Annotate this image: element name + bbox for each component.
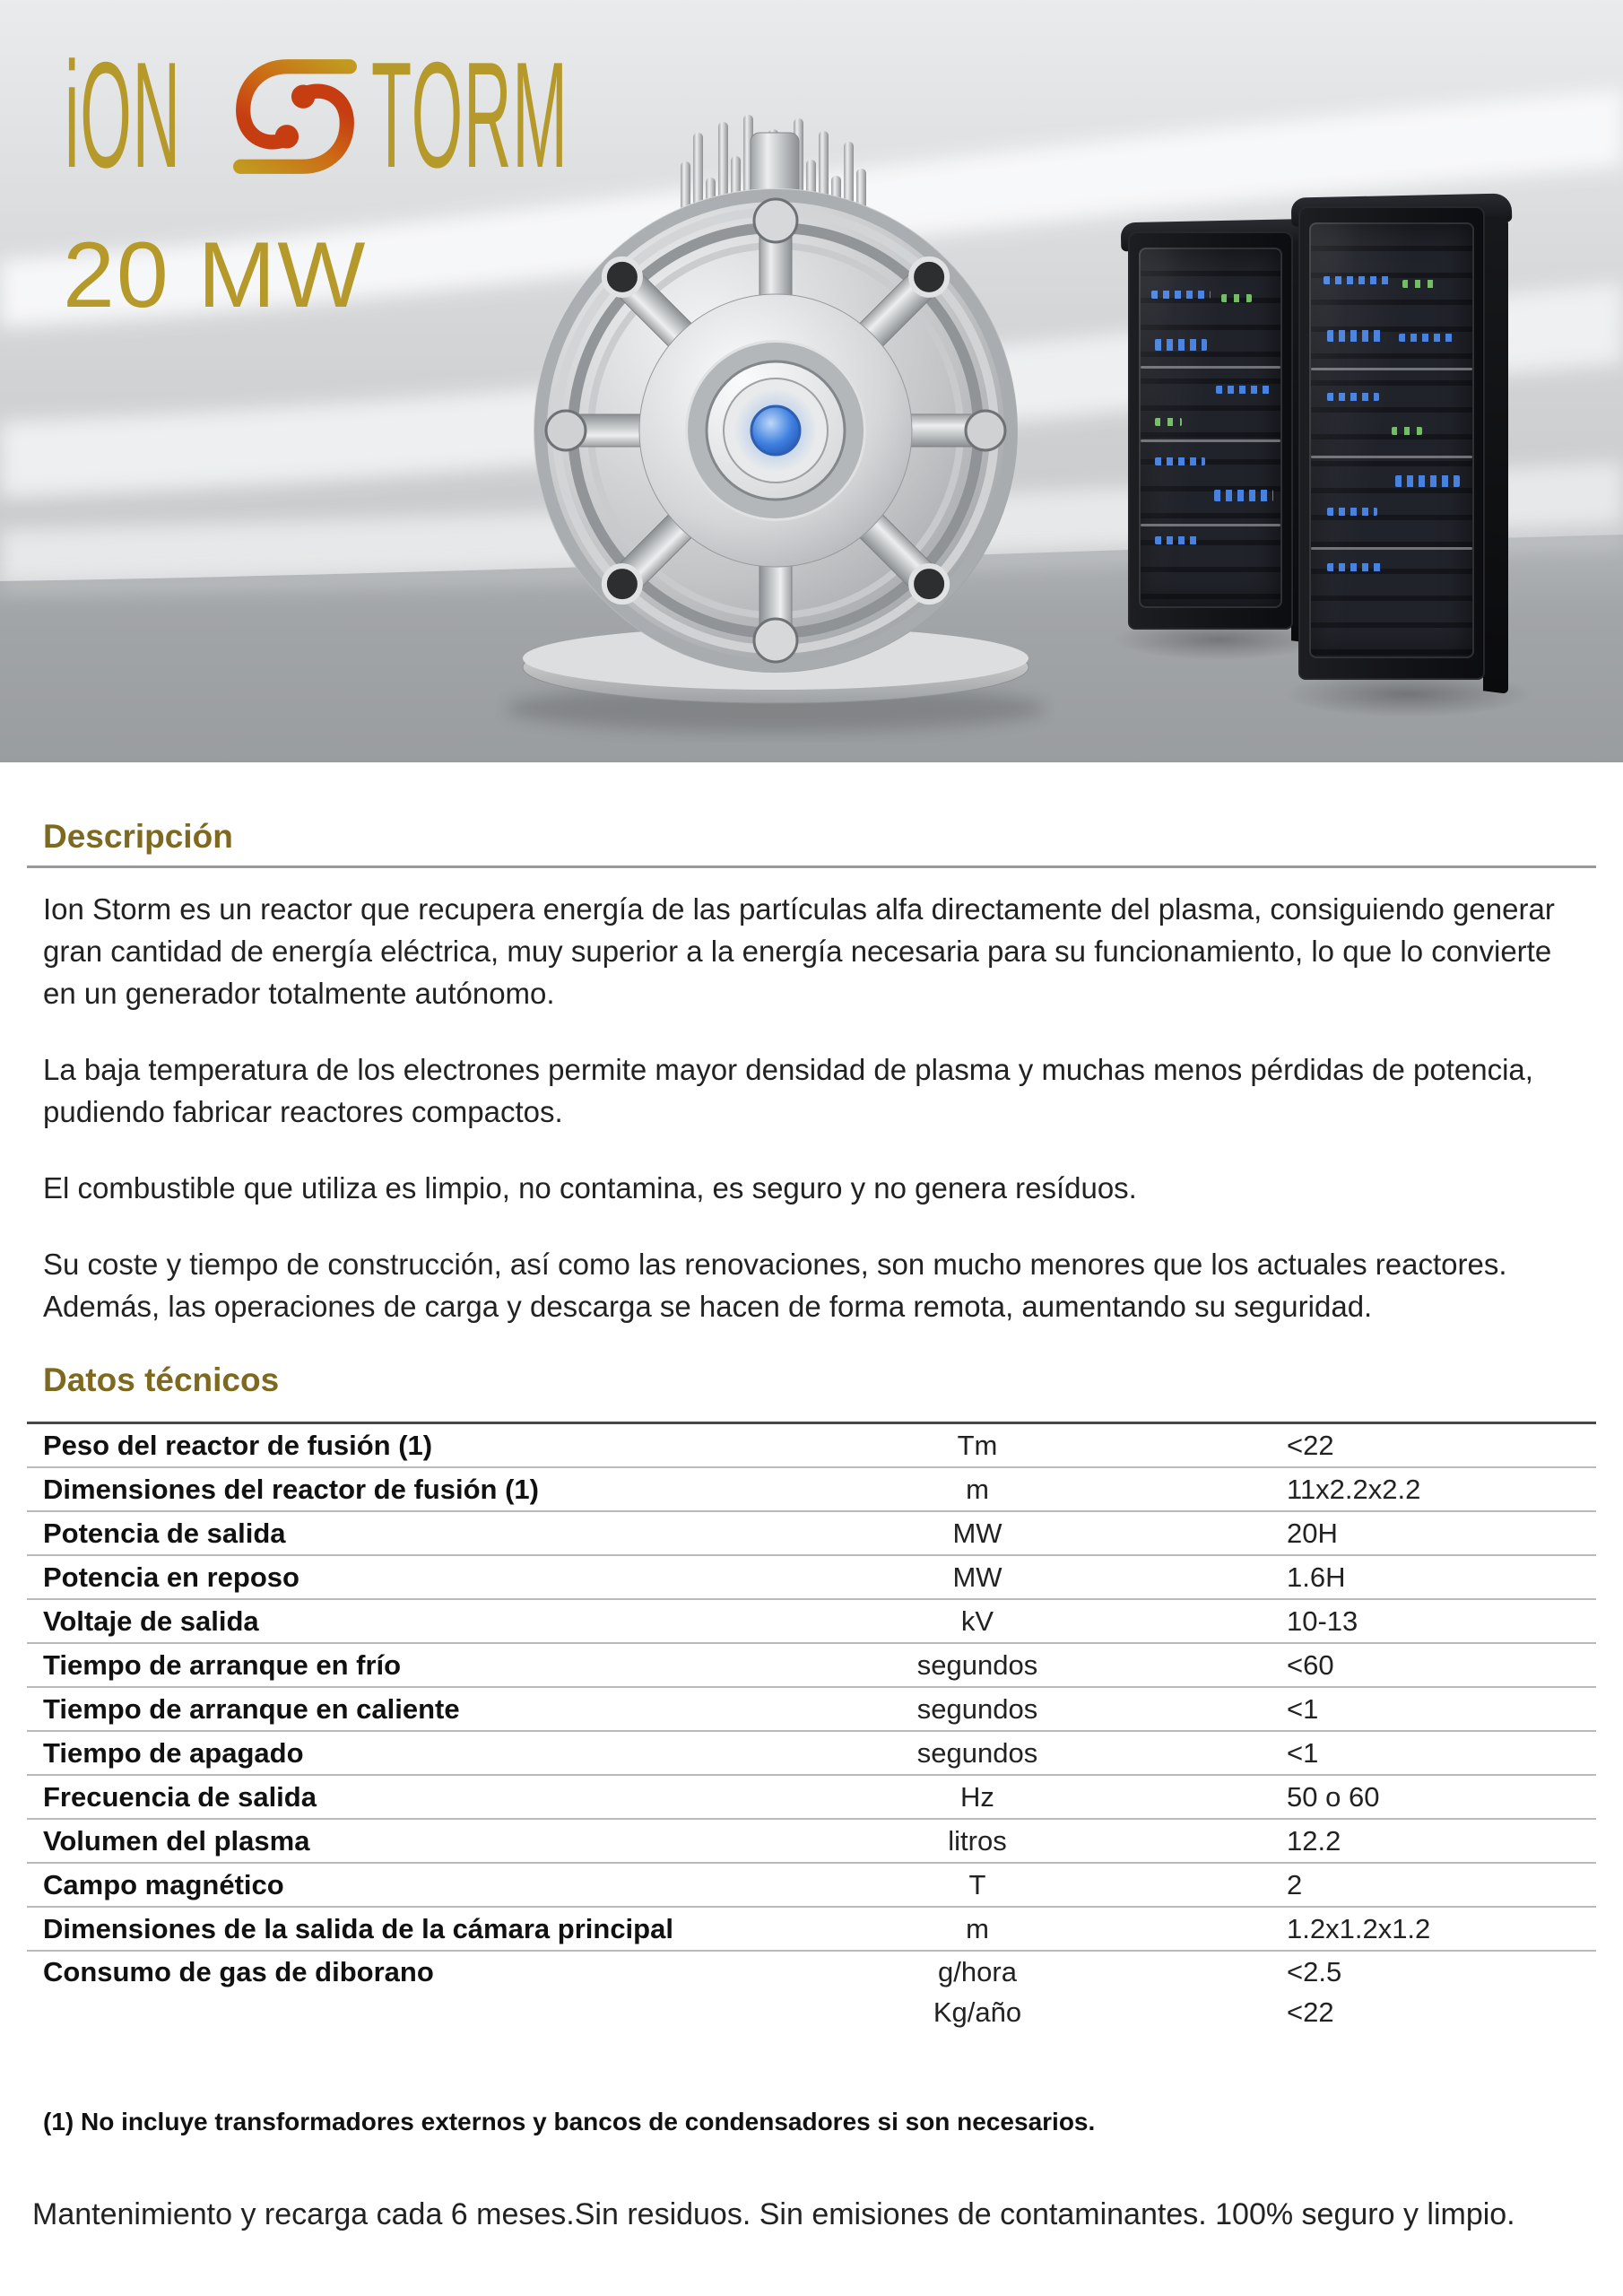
spec-value: 20H xyxy=(1287,1517,1338,1549)
spec-label: Voltaje de salida xyxy=(43,1605,259,1637)
spec-value: 1.6H xyxy=(1287,1561,1346,1593)
spec-unit: segundos xyxy=(916,1648,1038,1681)
spec-label: Dimensiones de la salida de la cámara principal xyxy=(43,1912,673,1944)
spec-label: Potencia en reposo xyxy=(43,1561,299,1593)
spec-label: Dimensiones del reactor de fusión (1) xyxy=(43,1473,539,1505)
spec-unit: Hz xyxy=(960,1780,994,1813)
spec-row xyxy=(27,1732,1596,1776)
spec-unit: segundos xyxy=(916,1736,1038,1769)
spec-value: <22 xyxy=(1287,1429,1334,1461)
spec-row xyxy=(27,1952,1596,1992)
rack-side-panel xyxy=(1483,215,1508,693)
description-paragraph: La baja temperatura de los electrones permite mayor densidad de plasma y muchas menos pérdidas de potencia, pudiendo fabricar reactores compactos. xyxy=(43,1052,1533,1128)
description-section xyxy=(27,888,1596,1327)
rack-glass-reflection xyxy=(1309,222,1474,658)
reactor-illustration xyxy=(496,79,1055,743)
spec-value: <22 xyxy=(1287,1996,1334,2028)
spec-row xyxy=(27,1776,1596,1820)
description-paragraph: El combustible que utiliza es limpio, no contamina, es seguro y no genera resíduos. xyxy=(43,1170,1137,1205)
spec-row xyxy=(27,1992,1596,2032)
spec-label: Potencia de salida xyxy=(43,1517,286,1549)
spec-row xyxy=(27,1424,1596,1468)
spec-value: 50 o 60 xyxy=(1287,1780,1380,1813)
maintenance-note: Mantenimiento y recarga cada 6 meses.Sin residuos. Sin emisiones de contaminantes. 100% seguro y limpio. xyxy=(32,2197,1515,2232)
specs-table xyxy=(27,1422,1596,2032)
spec-row xyxy=(27,1600,1596,1644)
hero-section xyxy=(0,0,1623,762)
server-rack-right xyxy=(1298,206,1485,680)
spec-row xyxy=(27,1556,1596,1600)
s-spiral-icon xyxy=(231,45,359,188)
spec-unit: kV xyxy=(960,1605,994,1637)
spec-unit: MW xyxy=(952,1517,1002,1549)
spec-unit: g/hora xyxy=(938,1955,1017,1987)
spec-value: 1.2x1.2x1.2 xyxy=(1287,1912,1431,1944)
description-heading: Descripción xyxy=(43,818,233,855)
spec-unit: m xyxy=(966,1473,989,1505)
spec-value: <60 xyxy=(1287,1648,1334,1681)
spec-row xyxy=(27,1820,1596,1864)
rack-glass-reflection xyxy=(1139,248,1282,608)
server-rack-left xyxy=(1128,231,1293,630)
logo-text-ion: iON xyxy=(65,30,181,199)
spec-label: Volumen del plasma xyxy=(43,1824,310,1857)
logo-text-torm: TORM xyxy=(371,30,568,199)
spec-label: Frecuencia de salida xyxy=(43,1780,317,1813)
spec-unit: litros xyxy=(948,1824,1007,1857)
spec-row xyxy=(27,1512,1596,1556)
spec-label: Tiempo de apagado xyxy=(43,1736,304,1769)
spec-value: <1 xyxy=(1287,1692,1319,1725)
spec-label: Peso del reactor de fusión (1) xyxy=(43,1429,433,1461)
spec-row xyxy=(27,1644,1596,1688)
footnote: (1) No incluye transformadores externos y bancos de condensadores si son necesarios. xyxy=(43,2108,1096,2136)
spec-label: Campo magnético xyxy=(43,1868,284,1900)
spec-row xyxy=(27,1688,1596,1732)
spec-label: Consumo de gas de diborano xyxy=(43,1955,434,1987)
description-paragraph: Su coste y tiempo de construcción, así como las renovaciones, son mucho menores que los actuales reactores. Además, las operaciones de carga y descarga se hacen de forma remota, aumentando su seguridad. xyxy=(43,1247,1507,1323)
spec-row xyxy=(27,1864,1596,1908)
technical-heading: Datos técnicos xyxy=(43,1361,280,1398)
spec-row xyxy=(27,1908,1596,1952)
spec-value: 11x2.2x2.2 xyxy=(1287,1473,1421,1505)
section-divider xyxy=(27,865,1596,868)
spec-row xyxy=(27,1468,1596,1512)
spec-label: Tiempo de arranque en frío xyxy=(43,1648,402,1681)
reactor-core-light xyxy=(734,389,817,472)
spec-unit: MW xyxy=(952,1561,1002,1593)
power-rating: 20 MW xyxy=(63,223,368,327)
spec-unit: T xyxy=(968,1868,986,1900)
spec-unit: Tm xyxy=(957,1429,998,1461)
spec-label: Tiempo de arranque en caliente xyxy=(43,1692,460,1725)
spec-unit: Kg/año xyxy=(933,1996,1022,2028)
spec-value: 2 xyxy=(1287,1868,1303,1900)
spec-value: 12.2 xyxy=(1287,1824,1341,1857)
description-paragraph: Ion Storm es un reactor que recupera energía de las partículas alfa directamente del plasma, consiguiendo generar gran cantidad de energía eléctrica, muy superior a la energía necesaria para su funcionamiento, lo que lo convierte en un generador totalmente autónomo. xyxy=(43,891,1555,1010)
spec-value: <1 xyxy=(1287,1736,1319,1769)
spec-value: <2.5 xyxy=(1287,1955,1342,1987)
spec-unit: m xyxy=(966,1912,989,1944)
document-body xyxy=(0,762,1623,2232)
spec-unit: segundos xyxy=(916,1692,1038,1725)
spec-value: 10-13 xyxy=(1287,1605,1358,1637)
